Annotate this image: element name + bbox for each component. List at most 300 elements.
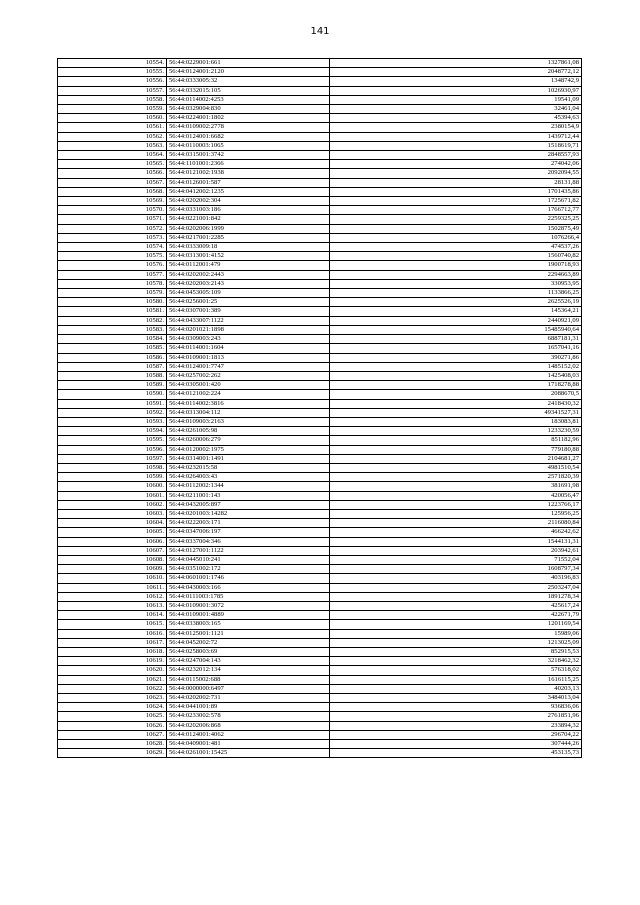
cadastral-value-cell: 1544131,31 [330, 537, 582, 546]
cadastral-value-cell: 32461,04 [330, 105, 582, 114]
cadastral-value-cell: 1718278,88 [330, 381, 582, 390]
row-number-cell: 10568. [58, 187, 167, 196]
table-row [58, 417, 582, 426]
table-row [58, 123, 582, 132]
row-number-cell: 10581. [58, 307, 167, 316]
row-number-cell: 10576. [58, 261, 167, 270]
cadastral-number-cell: 56:44:0110003:1065 [167, 141, 330, 150]
cadastral-number-cell: 56:44:0260006:279 [167, 436, 330, 445]
table-row [58, 528, 582, 537]
row-number-cell: 10583. [58, 325, 167, 334]
cadastral-number-cell: 56:44:0109001:1813 [167, 353, 330, 362]
cadastral-number-cell: 56:44:0120002:1975 [167, 445, 330, 454]
cadastral-value-cell: 125956,25 [330, 509, 582, 518]
cadastral-value-cell: 2092094,55 [330, 169, 582, 178]
cadastral-value-cell: 936836,06 [330, 703, 582, 712]
row-number-cell: 10618. [58, 648, 167, 657]
row-number-cell: 10561. [58, 123, 167, 132]
row-number-cell: 10569. [58, 197, 167, 206]
table-row [58, 611, 582, 620]
cadastral-number-cell: 56:44:0109001:4889 [167, 611, 330, 620]
cadastral-value-cell: 1076266,4 [330, 233, 582, 242]
cadastral-number-cell: 56:44:0114001:1604 [167, 344, 330, 353]
cadastral-value-cell: 852915,53 [330, 648, 582, 657]
table-row [58, 371, 582, 380]
cadastral-number-cell: 56:44:0445010:241 [167, 555, 330, 564]
row-number-cell: 10628. [58, 740, 167, 749]
row-number-cell: 10615. [58, 620, 167, 629]
table-row [58, 454, 582, 463]
cadastral-number-cell: 56:44:0202003:2143 [167, 279, 330, 288]
table-row [58, 224, 582, 233]
cadastral-number-cell: 56:44:0202002:304 [167, 197, 330, 206]
cadastral-number-cell: 56:44:0441001:89 [167, 703, 330, 712]
table-row [58, 537, 582, 546]
cadastral-value-cell: 425617,24 [330, 601, 582, 610]
table-row [58, 592, 582, 601]
cadastral-number-cell: 56:44:0256001:25 [167, 298, 330, 307]
row-number-cell: 10572. [58, 224, 167, 233]
cadastral-value-cell: 474537,26 [330, 243, 582, 252]
cadastral-number-cell: 56:44:0452002:72 [167, 638, 330, 647]
cadastral-value-cell: 1900718,93 [330, 261, 582, 270]
row-number-cell: 10621. [58, 675, 167, 684]
cadastral-number-cell: 56:44:0109002:2778 [167, 123, 330, 132]
row-number-cell: 10582. [58, 316, 167, 325]
table-row [58, 197, 582, 206]
cadastral-number-cell: 56:44:0261001:15425 [167, 749, 330, 758]
row-number-cell: 10570. [58, 206, 167, 215]
table-row [58, 657, 582, 666]
cadastral-value-cell: 1701435,86 [330, 187, 582, 196]
row-number-cell: 10555. [58, 68, 167, 77]
row-number-cell: 10565. [58, 160, 167, 169]
table-row [58, 740, 582, 749]
cadastral-value-cell: 1560740,82 [330, 252, 582, 261]
table-row [58, 427, 582, 436]
cadastral-value-cell: 45394,63 [330, 114, 582, 123]
cadastral-number-cell: 56:44:0332015:105 [167, 86, 330, 95]
cadastral-number-cell: 56:44:0257002:262 [167, 371, 330, 380]
cadastral-value-cell: 3484013,04 [330, 694, 582, 703]
row-number-cell: 10605. [58, 528, 167, 537]
row-number-cell: 10596. [58, 445, 167, 454]
row-number-cell: 10578. [58, 279, 167, 288]
cadastral-value-cell: 40203,13 [330, 684, 582, 693]
table-row [58, 574, 582, 583]
cadastral-value-table [57, 58, 582, 758]
cadastral-number-cell: 56:44:0333005:32 [167, 77, 330, 86]
row-number-cell: 10571. [58, 215, 167, 224]
cadastral-value-cell: 2048772,12 [330, 68, 582, 77]
cadastral-value-cell: 71552,04 [330, 555, 582, 564]
cadastral-value-cell: 576318,02 [330, 666, 582, 675]
cadastral-number-cell: 56:44:0202002:731 [167, 694, 330, 703]
row-number-cell: 10598. [58, 463, 167, 472]
row-number-cell: 10613. [58, 601, 167, 610]
cadastral-number-cell: 56:44:0309003:243 [167, 335, 330, 344]
row-number-cell: 10616. [58, 629, 167, 638]
row-number-cell: 10606. [58, 537, 167, 546]
table-row [58, 105, 582, 114]
row-number-cell: 10580. [58, 298, 167, 307]
cadastral-value-cell: 183083,81 [330, 417, 582, 426]
cadastral-value-cell: 1502875,49 [330, 224, 582, 233]
cadastral-number-cell: 56:44:0258003:69 [167, 648, 330, 657]
table-row [58, 252, 582, 261]
table-row [58, 730, 582, 739]
table-row [58, 307, 582, 316]
cadastral-number-cell: 56:44:0114002:3816 [167, 399, 330, 408]
row-number-cell: 10604. [58, 519, 167, 528]
table-row [58, 408, 582, 417]
cadastral-number-cell: 56:44:0331003:186 [167, 206, 330, 215]
cadastral-number-cell: 56:44:0233002:578 [167, 712, 330, 721]
table-row [58, 491, 582, 500]
table-row [58, 601, 582, 610]
cadastral-value-cell: 203942,61 [330, 546, 582, 555]
cadastral-number-cell: 56:44:0109001:3072 [167, 601, 330, 610]
row-number-cell: 10567. [58, 178, 167, 187]
row-number-cell: 10619. [58, 657, 167, 666]
cadastral-number-cell: 56:44:0124001:2120 [167, 68, 330, 77]
row-number-cell: 10597. [58, 454, 167, 463]
table-row [58, 648, 582, 657]
cadastral-value-cell: 2440921,09 [330, 316, 582, 325]
cadastral-value-cell: 2625526,19 [330, 298, 582, 307]
table-row [58, 362, 582, 371]
cadastral-number-cell: 56:44:0337004:346 [167, 537, 330, 546]
table-row [58, 473, 582, 482]
table-row [58, 215, 582, 224]
table-row [58, 565, 582, 574]
cadastral-value-cell: 1485152,02 [330, 362, 582, 371]
cadastral-value-cell: 19541,09 [330, 95, 582, 104]
row-number-cell: 10587. [58, 362, 167, 371]
cadastral-number-cell: 56:44:0453005:109 [167, 289, 330, 298]
cadastral-value-cell: 1233230,59 [330, 427, 582, 436]
table-row [58, 399, 582, 408]
cadastral-value-cell: 403196,83 [330, 574, 582, 583]
table-row [58, 206, 582, 215]
table-row [58, 160, 582, 169]
cadastral-number-cell: 56:44:0232015:58 [167, 463, 330, 472]
table-row [58, 279, 582, 288]
row-number-cell: 10588. [58, 371, 167, 380]
row-number-cell: 10601. [58, 491, 167, 500]
row-number-cell: 10603. [58, 509, 167, 518]
cadastral-value-cell: 274042,06 [330, 160, 582, 169]
cadastral-number-cell: 56:44:0112001:479 [167, 261, 330, 270]
row-number-cell: 10590. [58, 390, 167, 399]
cadastral-value-cell: 2571820,39 [330, 473, 582, 482]
row-number-cell: 10594. [58, 427, 167, 436]
table-row [58, 86, 582, 95]
row-number-cell: 10610. [58, 574, 167, 583]
cadastral-number-cell: 56:44:0351002:172 [167, 565, 330, 574]
row-number-cell: 10562. [58, 132, 167, 141]
table-row [58, 151, 582, 160]
row-number-cell: 10612. [58, 592, 167, 601]
cadastral-value-cell: 1725671,82 [330, 197, 582, 206]
cadastral-value-cell: 2503247,04 [330, 583, 582, 592]
cadastral-number-cell: 56:44:0307001:389 [167, 307, 330, 316]
row-number-cell: 10556. [58, 77, 167, 86]
row-number-cell: 10574. [58, 243, 167, 252]
cadastral-value-cell: 1213025,09 [330, 638, 582, 647]
cadastral-number-cell: 56:44:0314001:1491 [167, 454, 330, 463]
cadastral-number-cell: 56:44:0229001:661 [167, 59, 330, 68]
table-row [58, 629, 582, 638]
cadastral-number-cell: 56:44:0202006:1999 [167, 224, 330, 233]
cadastral-number-cell: 56:44:0347006:197 [167, 528, 330, 537]
table-row [58, 390, 582, 399]
table-row [58, 114, 582, 123]
table-row [58, 270, 582, 279]
row-number-cell: 10608. [58, 555, 167, 564]
table-row [58, 68, 582, 77]
cadastral-value-cell: 15989,06 [330, 629, 582, 638]
cadastral-number-cell: 56:44:0313004:112 [167, 408, 330, 417]
table-row [58, 233, 582, 242]
cadastral-number-cell: 56:44:0111003:1785 [167, 592, 330, 601]
cadastral-value-cell: 233894,32 [330, 721, 582, 730]
page-number: 141 [310, 26, 330, 37]
cadastral-value-cell: 422671,79 [330, 611, 582, 620]
row-number-cell: 10589. [58, 381, 167, 390]
cadastral-number-cell: 56:44:0315001:3742 [167, 151, 330, 160]
row-number-cell: 10595. [58, 436, 167, 445]
cadastral-number-cell: 56:44:0121002:1938 [167, 169, 330, 178]
cadastral-number-cell: 56:44:0430003:166 [167, 583, 330, 592]
cadastral-value-cell: 1327861,08 [330, 59, 582, 68]
cadastral-value-cell: 2761851,96 [330, 712, 582, 721]
cadastral-value-cell: 420056,47 [330, 491, 582, 500]
table-row [58, 463, 582, 472]
row-number-cell: 10577. [58, 270, 167, 279]
row-number-cell: 10558. [58, 95, 167, 104]
cadastral-number-cell: 56:44:0305001:420 [167, 381, 330, 390]
table-row [58, 316, 582, 325]
cadastral-value-cell: 1133866,25 [330, 289, 582, 298]
cadastral-value-cell: 3218462,32 [330, 657, 582, 666]
row-number-cell: 10607. [58, 546, 167, 555]
table-row [58, 344, 582, 353]
cadastral-number-cell: 56:44:0222003:171 [167, 519, 330, 528]
cadastral-number-cell: 56:44:1101001:2366 [167, 160, 330, 169]
table-row [58, 519, 582, 528]
cadastral-value-cell: 381691,98 [330, 482, 582, 491]
table-row [58, 509, 582, 518]
cadastral-value-cell: 1026930,97 [330, 86, 582, 95]
row-number-cell: 10559. [58, 105, 167, 114]
cadastral-number-cell: 56:44:0412002:1235 [167, 187, 330, 196]
cadastral-value-cell: 1425408,03 [330, 371, 582, 380]
cadastral-value-cell: 390271,86 [330, 353, 582, 362]
table-row [58, 749, 582, 758]
table-row [58, 381, 582, 390]
table-row [58, 169, 582, 178]
cadastral-number-cell: 56:44:0264003:43 [167, 473, 330, 482]
table-row [58, 620, 582, 629]
table-row [58, 583, 582, 592]
cadastral-number-cell: 56:44:0115002:688 [167, 675, 330, 684]
cadastral-value-cell: 2104681,27 [330, 454, 582, 463]
cadastral-number-cell: 56:44:0601001:1746 [167, 574, 330, 583]
cadastral-value-cell: 4981510,54 [330, 463, 582, 472]
cadastral-number-cell: 56:44:0432005:897 [167, 500, 330, 509]
cadastral-value-cell: 296704,22 [330, 730, 582, 739]
table-row [58, 95, 582, 104]
cadastral-number-cell: 56:44:0201021:1898 [167, 325, 330, 334]
table-row [58, 59, 582, 68]
cadastral-value-cell: 1348742,9 [330, 77, 582, 86]
row-number-cell: 10611. [58, 583, 167, 592]
cadastral-value-cell: 2294663,89 [330, 270, 582, 279]
cadastral-number-cell: 56:44:0201003:14282 [167, 509, 330, 518]
cadastral-value-cell: 2116080,84 [330, 519, 582, 528]
row-number-cell: 10620. [58, 666, 167, 675]
row-number-cell: 10609. [58, 565, 167, 574]
row-number-cell: 10592. [58, 408, 167, 417]
table-row [58, 187, 582, 196]
row-number-cell: 10602. [58, 500, 167, 509]
cadastral-number-cell: 56:44:0125001:1121 [167, 629, 330, 638]
cadastral-value-cell: 1518619,71 [330, 141, 582, 150]
cadastral-value-cell: 1657041,16 [330, 344, 582, 353]
table-row [58, 261, 582, 270]
row-number-cell: 10593. [58, 417, 167, 426]
cadastral-number-cell: 56:44:0329004:830 [167, 105, 330, 114]
row-number-cell: 10622. [58, 684, 167, 693]
row-number-cell: 10625. [58, 712, 167, 721]
cadastral-value-cell: 307444,26 [330, 740, 582, 749]
table-row [58, 638, 582, 647]
cadastral-value-cell: 49341527,31 [330, 408, 582, 417]
table-row [58, 353, 582, 362]
cadastral-value-cell: 1766712,77 [330, 206, 582, 215]
cadastral-number-cell: 56:44:0000000:6497 [167, 684, 330, 693]
row-number-cell: 10617. [58, 638, 167, 647]
cadastral-number-cell: 56:44:0261005:98 [167, 427, 330, 436]
row-number-cell: 10627. [58, 730, 167, 739]
cadastral-value-cell: 1891278,34 [330, 592, 582, 601]
cadastral-number-cell: 56:44:0338003:165 [167, 620, 330, 629]
row-number-cell: 10623. [58, 694, 167, 703]
cadastral-value-cell: 330953,95 [330, 279, 582, 288]
cadastral-number-cell: 56:44:0114002:4253 [167, 95, 330, 104]
row-number-cell: 10600. [58, 482, 167, 491]
cadastral-value-cell: 1223766,17 [330, 500, 582, 509]
cadastral-value-cell: 2848557,93 [330, 151, 582, 160]
row-number-cell: 10573. [58, 233, 167, 242]
cadastral-value-cell: 1616115,25 [330, 675, 582, 684]
table-row [58, 666, 582, 675]
cadastral-number-cell: 56:44:0121002:224 [167, 390, 330, 399]
cadastral-value-cell: 145364,21 [330, 307, 582, 316]
cadastral-value-cell: 453135,73 [330, 749, 582, 758]
row-number-cell: 10586. [58, 353, 167, 362]
table-row [58, 298, 582, 307]
cadastral-value-cell: 2418430,32 [330, 399, 582, 408]
cadastral-number-cell: 56:44:0124001:6682 [167, 132, 330, 141]
table-row [58, 555, 582, 564]
table-row [58, 335, 582, 344]
cadastral-value-cell: 15485940,64 [330, 325, 582, 334]
cadastral-number-cell: 56:44:0333009:18 [167, 243, 330, 252]
row-number-cell: 10614. [58, 611, 167, 620]
row-number-cell: 10626. [58, 721, 167, 730]
table-row [58, 132, 582, 141]
table-row [58, 675, 582, 684]
cadastral-number-cell: 56:44:0202006:868 [167, 721, 330, 730]
table-row [58, 482, 582, 491]
cadastral-value-cell: 1608797,34 [330, 565, 582, 574]
cadastral-number-cell: 56:44:0124001:4062 [167, 730, 330, 739]
cadastral-number-cell: 56:44:0224001:1802 [167, 114, 330, 123]
row-number-cell: 10585. [58, 344, 167, 353]
row-number-cell: 10563. [58, 141, 167, 150]
table-row [58, 694, 582, 703]
row-number-cell: 10579. [58, 289, 167, 298]
cadastral-number-cell: 56:44:0211001:143 [167, 491, 330, 500]
table-row [58, 500, 582, 509]
table-row [58, 721, 582, 730]
cadastral-number-cell: 56:44:0221001:842 [167, 215, 330, 224]
row-number-cell: 10564. [58, 151, 167, 160]
cadastral-number-cell: 56:44:0409001:481 [167, 740, 330, 749]
row-number-cell: 10554. [58, 59, 167, 68]
cadastral-value-cell: 28131,88 [330, 178, 582, 187]
cadastral-value-cell: 851182,96 [330, 436, 582, 445]
cadastral-value-cell: 6887181,31 [330, 335, 582, 344]
table-row [58, 684, 582, 693]
row-number-cell: 10629. [58, 749, 167, 758]
row-number-cell: 10557. [58, 86, 167, 95]
row-number-cell: 10599. [58, 473, 167, 482]
cadastral-value-cell: 2380154,9 [330, 123, 582, 132]
table-row [58, 703, 582, 712]
cadastral-value-cell: 1439712,44 [330, 132, 582, 141]
cadastral-number-cell: 56:44:0112002:1344 [167, 482, 330, 491]
cadastral-number-cell: 56:44:0109003:2163 [167, 417, 330, 426]
cadastral-number-cell: 56:44:0127001:1122 [167, 546, 330, 555]
row-number-cell: 10566. [58, 169, 167, 178]
cadastral-number-cell: 56:44:0126001:587 [167, 178, 330, 187]
cadastral-number-cell: 56:44:0313001:4152 [167, 252, 330, 261]
cadastral-number-cell: 56:44:0217001:2285 [167, 233, 330, 242]
cadastral-number-cell: 56:44:0124001:7747 [167, 362, 330, 371]
table-row [58, 445, 582, 454]
cadastral-value-cell: 466242,62 [330, 528, 582, 537]
cadastral-value-cell: 1201169,54 [330, 620, 582, 629]
cadastral-value-cell: 779180,88 [330, 445, 582, 454]
row-number-cell: 10575. [58, 252, 167, 261]
cadastral-number-cell: 56:44:0232012:134 [167, 666, 330, 675]
table-row [58, 141, 582, 150]
table-row [58, 243, 582, 252]
row-number-cell: 10584. [58, 335, 167, 344]
table-row [58, 436, 582, 445]
row-number-cell: 10591. [58, 399, 167, 408]
table-row [58, 77, 582, 86]
table-row [58, 325, 582, 334]
table-row [58, 289, 582, 298]
table-row [58, 178, 582, 187]
table-body [58, 59, 582, 758]
cadastral-number-cell: 56:44:0202002:2443 [167, 270, 330, 279]
cadastral-value-cell: 2259325,25 [330, 215, 582, 224]
